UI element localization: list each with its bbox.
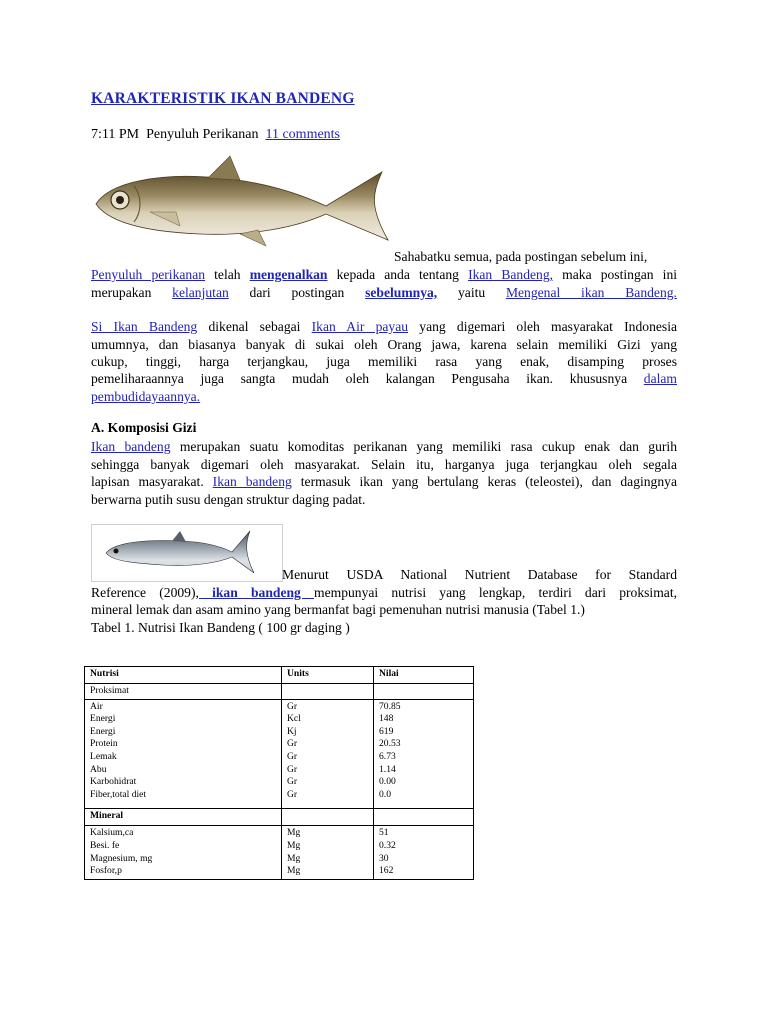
bandeng-fish-image [90, 146, 394, 264]
cell-name: Protein [90, 738, 118, 750]
cell-value: 70.85 [379, 700, 401, 712]
text-telah: telah [214, 267, 241, 282]
text-yaitu: yaitu [457, 285, 486, 300]
header-units: Units [282, 667, 374, 684]
usda-line-2 [91, 584, 677, 602]
para2-line-1 [91, 318, 677, 336]
cell-name: Energi [90, 713, 116, 725]
cell-name: Fosfor,p [90, 865, 122, 877]
cell-value: 0.00 [379, 776, 396, 788]
empty-cell [282, 809, 374, 826]
text-merupakan: merupakan [91, 285, 152, 300]
cell-value: 6.73 [379, 750, 396, 762]
ikan-bandeng-link[interactable]: Ikan Bandeng, [468, 267, 554, 282]
header-nilai: Nilai [374, 667, 474, 684]
cell-value: 619 [379, 725, 394, 737]
cell-unit: Gr [287, 700, 298, 712]
comments-link[interactable]: 11 comments [265, 127, 341, 142]
nutrition-table [84, 666, 474, 880]
intro-line-2 [91, 266, 677, 284]
table-caption: Tabel 1. Nutrisi Ikan Bandeng ( 100 gr daging ) [91, 620, 350, 635]
cell-unit: Mg [287, 827, 301, 839]
para2-line-3: cukup, tinggi, harga terjangkau, juga memiliki rasa yang enak, disamping proses [91, 354, 677, 369]
sebelumnya-link[interactable]: sebelumnya, [365, 285, 438, 300]
mineral-values [374, 826, 474, 879]
si-ikan-link[interactable]: Si Ikan Bandeng [91, 319, 198, 334]
cell-name: Kalsium,ca [90, 827, 134, 839]
table-row [85, 826, 474, 879]
section-heading: A. Komposisi Gizi [91, 420, 197, 435]
table-row [85, 684, 474, 700]
empty-cell [282, 684, 374, 700]
proksimat-values [374, 699, 474, 809]
milkfish-image [91, 524, 283, 582]
post-meta [91, 127, 340, 143]
proksimat-units [282, 699, 374, 809]
cell-name: Magnesium, mg [90, 852, 153, 864]
cell-unit: Gr [287, 750, 298, 762]
mineral-units [282, 826, 374, 879]
intro-line-3 [91, 284, 677, 302]
cell-value: 148 [379, 713, 394, 725]
text-digemari: yang digemari oleh masyarakat Indonesia [419, 319, 678, 334]
text-mempunyai: mempunyai nutrisi yang lengkap, terdiri dari proksimat, [314, 585, 677, 600]
section-a-line-2: sehingga banyak digemari oleh masyarakat. Selain itu, harganya juga terjangkau oleh segala [91, 457, 677, 472]
cell-unit: Gr [287, 738, 298, 750]
cell-value: 20.53 [379, 738, 401, 750]
empty-cell [374, 684, 474, 700]
mengenal-link[interactable]: Mengenal ikan Bandeng. [505, 285, 677, 300]
text-teleostei: termasuk ikan yang bertulang keras (teleostei), dan dagingnya [300, 474, 677, 489]
cell-unit: Kcl [287, 713, 301, 725]
cell-name: Abu [90, 763, 107, 775]
ikan-bandeng-link-2[interactable]: Ikan bandeng [91, 439, 171, 454]
text-komoditas: merupakan suatu komoditas perikanan yang memiliki rasa cukup enak dan gurih [179, 439, 677, 454]
cell-name: Air [90, 700, 103, 712]
post-time: 7:11 PM [91, 127, 140, 142]
text-maka: maka postingan ini [562, 267, 678, 282]
header-nutrisi: Nutrisi [85, 667, 282, 684]
dalam-link[interactable]: dalam [643, 371, 677, 386]
proksimat-names [85, 699, 282, 809]
text-kepada: kepada anda tentang [336, 267, 459, 282]
usda-text-1: Menurut USDA National Nutrient Database for Standard [282, 567, 677, 582]
cell-name: Lemak [90, 750, 117, 762]
intro-line-1: Sahabatku semua, pada postingan sebelum ini, [394, 249, 648, 264]
cell-unit: Kj [287, 725, 297, 737]
mineral-label: Mineral [85, 809, 282, 826]
cell-value: 0.0 [379, 788, 391, 800]
para2-line-2: umumnya, dan biasanya banyak di sukai oleh Orang jawa, karena selain memiliki Gizi yang [91, 337, 677, 352]
cell-value: 30 [379, 852, 389, 864]
mengenalkan-link[interactable]: mengenalkan [249, 267, 328, 282]
para2-line-4 [91, 370, 677, 388]
usda-line-3: mineral lemak dan asam amino yang bermanfat bagi pemenuhan nutrisi manusia (Tabel 1.) [91, 602, 585, 617]
air-payau-link[interactable]: Ikan Air payau [311, 319, 409, 334]
cell-name: Karbohidrat [90, 776, 137, 788]
ikan-bandeng-link-3[interactable]: Ikan bandeng [212, 474, 292, 489]
post-title[interactable]: KARAKTERISTIK IKAN BANDENG [91, 90, 355, 107]
section-a-line-1 [91, 438, 677, 456]
cell-value: 1.14 [379, 763, 396, 775]
cell-unit: Mg [287, 865, 301, 877]
cell-unit: Gr [287, 788, 298, 800]
cell-unit: Gr [287, 776, 298, 788]
text-dari: dari postingan [249, 285, 345, 300]
penyuluh-link[interactable]: Penyuluh perikanan [91, 267, 206, 282]
kelanjutan-link[interactable]: kelanjutan [172, 285, 229, 300]
table-row [85, 809, 474, 826]
mineral-names [85, 826, 282, 879]
cell-unit: Mg [287, 852, 301, 864]
table-header-row [85, 667, 474, 684]
cell-unit: Gr [287, 763, 298, 775]
pembudidayaan-link[interactable]: pembudidayaannya. [91, 389, 201, 404]
post-author: Penyuluh Perikanan [146, 127, 259, 142]
section-a-line-4: berwarna putih susu dengan struktur daging padat. [91, 492, 366, 507]
cell-name: Besi. fe [90, 839, 120, 851]
empty-cell [374, 809, 474, 826]
cell-unit: Mg [287, 839, 301, 851]
text-dikenal: dikenal sebagai [208, 319, 301, 334]
usda-line-1 [282, 566, 677, 584]
ikan-bandeng-link-4[interactable]: ikan bandeng [198, 585, 315, 600]
text-lapisan: lapisan masyarakat. [91, 474, 204, 489]
cell-value: 51 [379, 827, 389, 839]
cell-name: Energi [90, 725, 116, 737]
table-row [85, 699, 474, 809]
text-pemeliharaan: pemeliharaannya juga sangta mudah oleh kalangan Pengusaha ikan. khususnya [91, 371, 628, 386]
cell-name: Fiber,total diet [90, 788, 147, 800]
para2-line-5 [91, 388, 200, 406]
cell-value: 0.32 [379, 839, 396, 851]
proksimat-label: Proksimat [85, 684, 282, 700]
section-a-line-3 [91, 473, 677, 491]
text-reference: Reference (2009), [91, 585, 199, 600]
cell-value: 162 [379, 865, 394, 877]
